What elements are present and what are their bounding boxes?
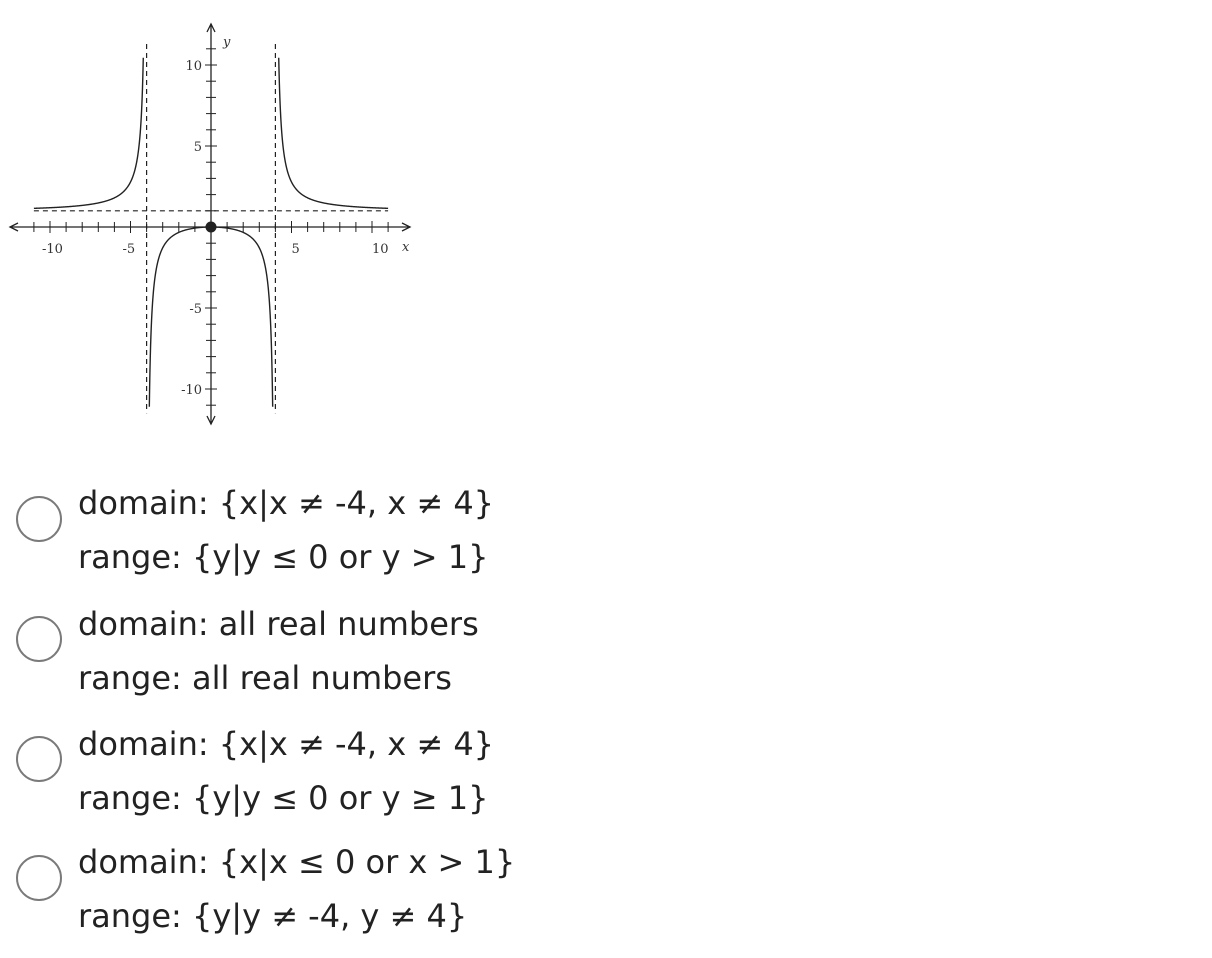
- y-axis-label: y: [223, 35, 231, 50]
- option-1-range: range: {y|y ≤ 0 or y > 1}: [78, 538, 489, 576]
- graph-canvas: [0, 0, 430, 440]
- x-tick-label: -10: [42, 242, 63, 257]
- radio-button-3[interactable]: [16, 736, 62, 782]
- option-1-domain: domain: {x|x ≠ -4, x ≠ 4}: [78, 484, 495, 522]
- answer-option-4[interactable]: [16, 835, 616, 935]
- function-graph: [0, 0, 430, 440]
- labels-group: [42, 35, 410, 398]
- option-3-text: [78, 717, 494, 825]
- radio-button-2[interactable]: [16, 616, 62, 662]
- x-axis-label: x: [402, 240, 410, 255]
- radio-button-1[interactable]: [16, 496, 62, 542]
- x-tick-label: 5: [291, 242, 300, 257]
- radio-button-4[interactable]: [16, 855, 62, 901]
- origin-point: [206, 222, 217, 233]
- y-tick-label: -5: [189, 302, 202, 317]
- option-2-text: [78, 597, 479, 705]
- curve-left-branch: [34, 58, 143, 209]
- option-3-range: range: {y|y ≤ 0 or y ≥ 1}: [78, 779, 489, 817]
- x-tick-label: 10: [372, 242, 389, 257]
- option-2-range: range: all real numbers: [78, 659, 452, 697]
- option-2-domain: domain: all real numbers: [78, 605, 479, 643]
- x-tick-label: -5: [122, 242, 136, 257]
- option-1-text: [78, 476, 494, 584]
- answer-option-3[interactable]: [16, 717, 616, 817]
- answer-option-2[interactable]: [16, 597, 616, 697]
- option-4-domain: domain: {x|x ≤ 0 or x > 1}: [78, 843, 516, 881]
- option-4-range: range: {y|y ≠ -4, y ≠ 4}: [78, 897, 468, 935]
- y-tick-label: 5: [193, 140, 202, 155]
- curve-right-branch: [279, 58, 388, 209]
- answer-option-1[interactable]: [16, 476, 616, 576]
- y-tick-label: 10: [185, 59, 202, 74]
- option-3-domain: domain: {x|x ≠ -4, x ≠ 4}: [78, 725, 495, 763]
- option-4-text: [78, 835, 515, 943]
- y-tick-label: -10: [181, 383, 202, 398]
